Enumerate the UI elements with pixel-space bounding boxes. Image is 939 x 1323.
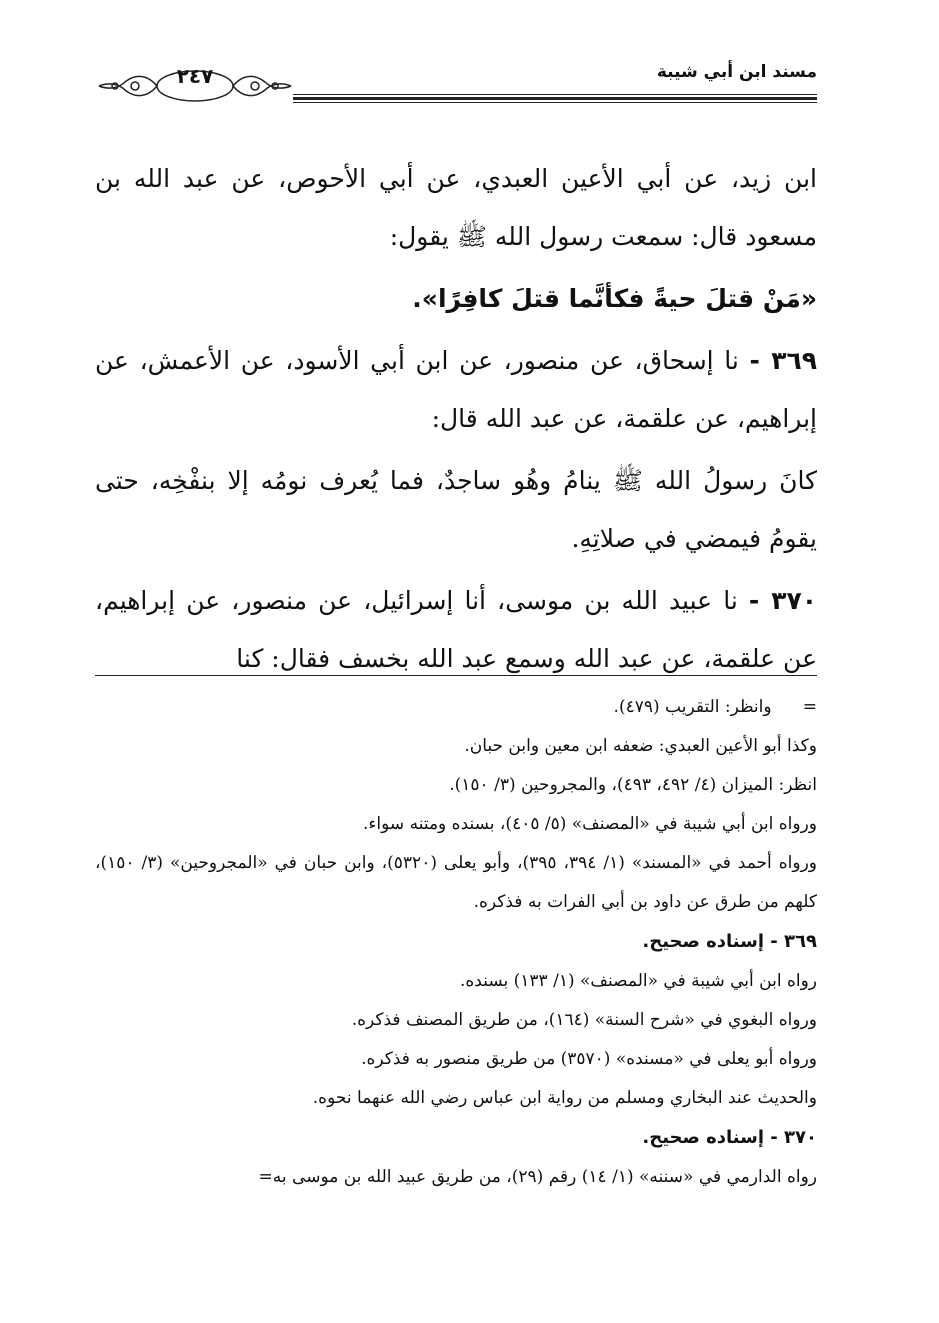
footnote-text: ورواه أحمد في «المسند» (١/ ٣٩٤، ٣٩٥)، وأبو يعلى (٥٣٢٠)، وابن حبان في «المجروحين» (٣/ ١٥٠)، كلهم من طرق عن داود بن أبي الفرات به فذكره.: [95, 853, 817, 912]
footnote-heading: [95, 1118, 817, 1158]
page-header: [95, 50, 817, 110]
footnotes: [95, 688, 817, 1197]
header-rule: [293, 94, 817, 104]
main-text: [95, 150, 817, 692]
footnote-text: والحديث عند البخاري ومسلم من رواية ابن عباس رضي الله عنهما نحوه.: [312, 1088, 817, 1108]
footnote-line: [95, 1158, 817, 1197]
paragraph-text: نا إسحاق، عن منصور، عن ابن أبي الأسود، عن الأعمش، عن إبراهيم، عن علقمة، عن عبد الله قال:: [95, 346, 817, 433]
footnote-line: [95, 1001, 817, 1040]
paragraph-text: نا عبيد الله بن موسى، أنا إسرائيل، عن منصور، عن إبراهيم، عن علقمة، عن عبد الله وسمع عبد الله بخسف فقال: كنا: [95, 586, 817, 673]
footnote-text: وانظر: التقريب (٤٧٩).: [613, 697, 772, 717]
footnote-divider: [95, 675, 817, 676]
paragraph-text: ابن زيد، عن أبي الأعين العبدي، عن أبي الأحوص، عن عبد الله بن مسعود قال: سمعت رسول الله ﷺ يقول:: [95, 164, 817, 251]
footnote-line: [95, 1079, 817, 1118]
paragraph: [95, 452, 817, 568]
footnote-text: ورواه البغوي في «شرح السنة» (١٦٤)، من طريق المصنف فذكره.: [351, 1010, 817, 1030]
paragraph: [95, 332, 817, 448]
footnote-line: [95, 844, 817, 922]
footnote-text: ٣٦٩ - إسناده صحيح.: [642, 931, 817, 952]
footnote-heading: [95, 922, 817, 962]
footnote-line: [95, 688, 817, 727]
paragraph: [95, 572, 817, 688]
footnote-text: انظر: الميزان (٤/ ٤٩٢، ٤٩٣)، والمجروحين (٣/ ١٥٠).: [449, 775, 817, 795]
footnote-text: ٣٧٠ - إسناده صحيح.: [642, 1127, 817, 1148]
paragraph-text: كانَ رسولُ الله ﷺ ينامُ وهُو ساجدٌ، فما يُعرف نومُه إلا بنفْخِه، حتى يقومُ فيمضي في صلاتِهِ.: [95, 466, 817, 553]
footnote-text: ورواه أبو يعلى في «مسنده» (٣٥٧٠) من طريق منصور به فذكره.: [361, 1049, 817, 1069]
footnote-text: رواه ابن أبي شيبة في «المصنف» (١/ ١٣٣) بسنده.: [459, 971, 817, 991]
continuation-marker: =: [802, 697, 817, 717]
footnote-line: [95, 962, 817, 1001]
hadith-number: ٣٦٩ -: [749, 346, 817, 375]
footnote-text: رواه الدارمي في «سننه» (١/ ١٤) رقم (٢٩)، من طريق عبيد الله بن موسى به=: [258, 1167, 817, 1187]
footnote-line: [95, 805, 817, 844]
footnote-text: ورواه ابن أبي شيبة في «المصنف» (٥/ ٤٠٥)، بسنده ومتنه سواء.: [363, 814, 817, 834]
footnote-text: وكذا أبو الأعين العبدي: ضعفه ابن معين وابن حبان.: [464, 736, 817, 756]
book-title: مسند ابن أبي شيبة: [656, 62, 817, 82]
page-number: ٢٤٧: [176, 64, 214, 88]
hadith-number: ٣٧٠ -: [748, 586, 817, 615]
footnote-line: [95, 727, 817, 766]
paragraph: [95, 150, 817, 266]
footnote-line: [95, 766, 817, 805]
footnote-line: [95, 1040, 817, 1079]
paragraph-text: «مَنْ قتلَ حيةً فكأنَّما قتلَ كافِرًا».: [412, 284, 817, 313]
hadith-text: [95, 270, 817, 328]
